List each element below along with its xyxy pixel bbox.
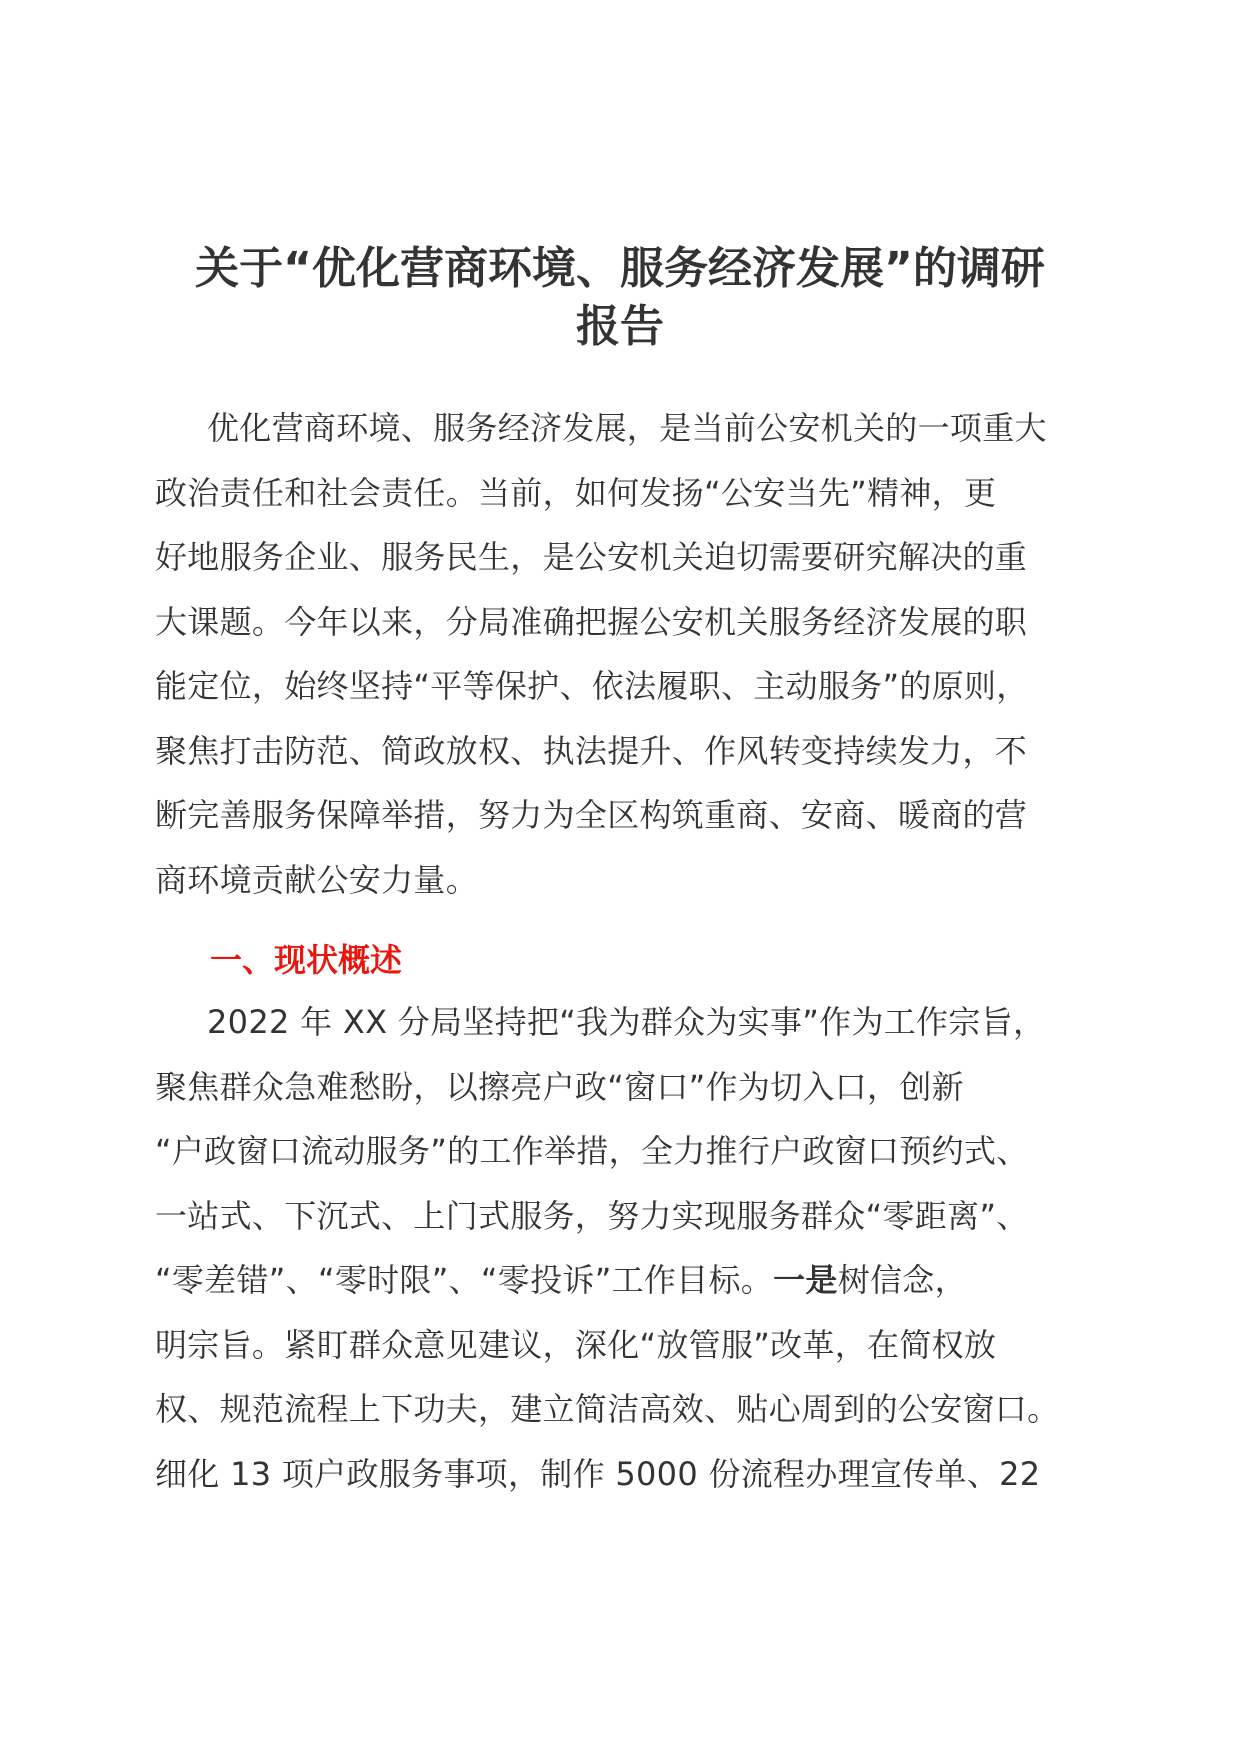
paragraph-line: 2022 年 XX 分局坚持把“我为群众为实事”作为工作宗旨， bbox=[207, 1003, 1046, 1041]
paragraph-line: 聚焦打击防范、简政放权、执法提升、作风转变持续发力，不 bbox=[155, 731, 1028, 770]
paragraph-line-with-emphasis bbox=[155, 1248, 1095, 1313]
paragraph-line: 权、规范流程上下功夫，建立简洁高效、贴心周到的公安窗口。 bbox=[155, 1390, 1060, 1428]
paragraph-line: 断完善服务保障举措，努力为全区构筑重商、安商、暖商的营 bbox=[155, 796, 1028, 834]
paragraph-line: 政治责任和社会责任。当前，如何发扬“公安当先”精神，更 bbox=[155, 473, 997, 512]
section-heading: 一、现状概述 bbox=[210, 941, 403, 979]
paragraph-line: 明宗旨。紧盯群众意见建议，深化“放管服”改革，在简权放 bbox=[155, 1325, 997, 1364]
paragraph-line: 优化营商环境、服务经济发展，是当前公安机关的一项重大 bbox=[207, 409, 1047, 447]
paragraph-line-end: 树信念， bbox=[837, 1261, 967, 1299]
status-paragraph bbox=[155, 990, 1095, 1506]
paragraph-line: 能定位，始终坚持“平等保护、依法履职、主动服务”的原则， bbox=[155, 667, 1029, 705]
paragraph-line: 一站式、下沉式、上门式服务，努力实现服务群众“零距离”、 bbox=[155, 1196, 1029, 1235]
emphasis-text: 一是 bbox=[773, 1261, 838, 1299]
paragraph-line: “户政窗口流动服务”的工作举措，全力推行户政窗口预约式、 bbox=[155, 1132, 1029, 1170]
paragraph-line-start: “零差错”、“零时限”、“零投诉”工作目标。 bbox=[155, 1261, 774, 1299]
title-line-2: 报告 bbox=[576, 301, 664, 352]
intro-paragraph bbox=[155, 396, 1095, 912]
paragraph-line: 细化 13 项户政服务事项，制作 5000 份流程办理宣传单、22 bbox=[155, 1454, 1041, 1493]
title-line-1: 关于“优化营商环境、服务经济发展”的调研 bbox=[195, 243, 1045, 294]
paragraph-line: 好地服务企业、服务民生，是公安机关迫切需要研究解决的重 bbox=[155, 538, 1028, 576]
paragraph-line: 聚焦群众急难愁盼，以擦亮户政“窗口”作为切入口，创新 bbox=[155, 1067, 964, 1106]
paragraph-line: 商环境贡献公安力量。 bbox=[155, 860, 479, 899]
document-title bbox=[150, 240, 1090, 356]
paragraph-line: 大课题。今年以来，分局准确把握公安机关服务经济发展的职 bbox=[155, 602, 1028, 641]
